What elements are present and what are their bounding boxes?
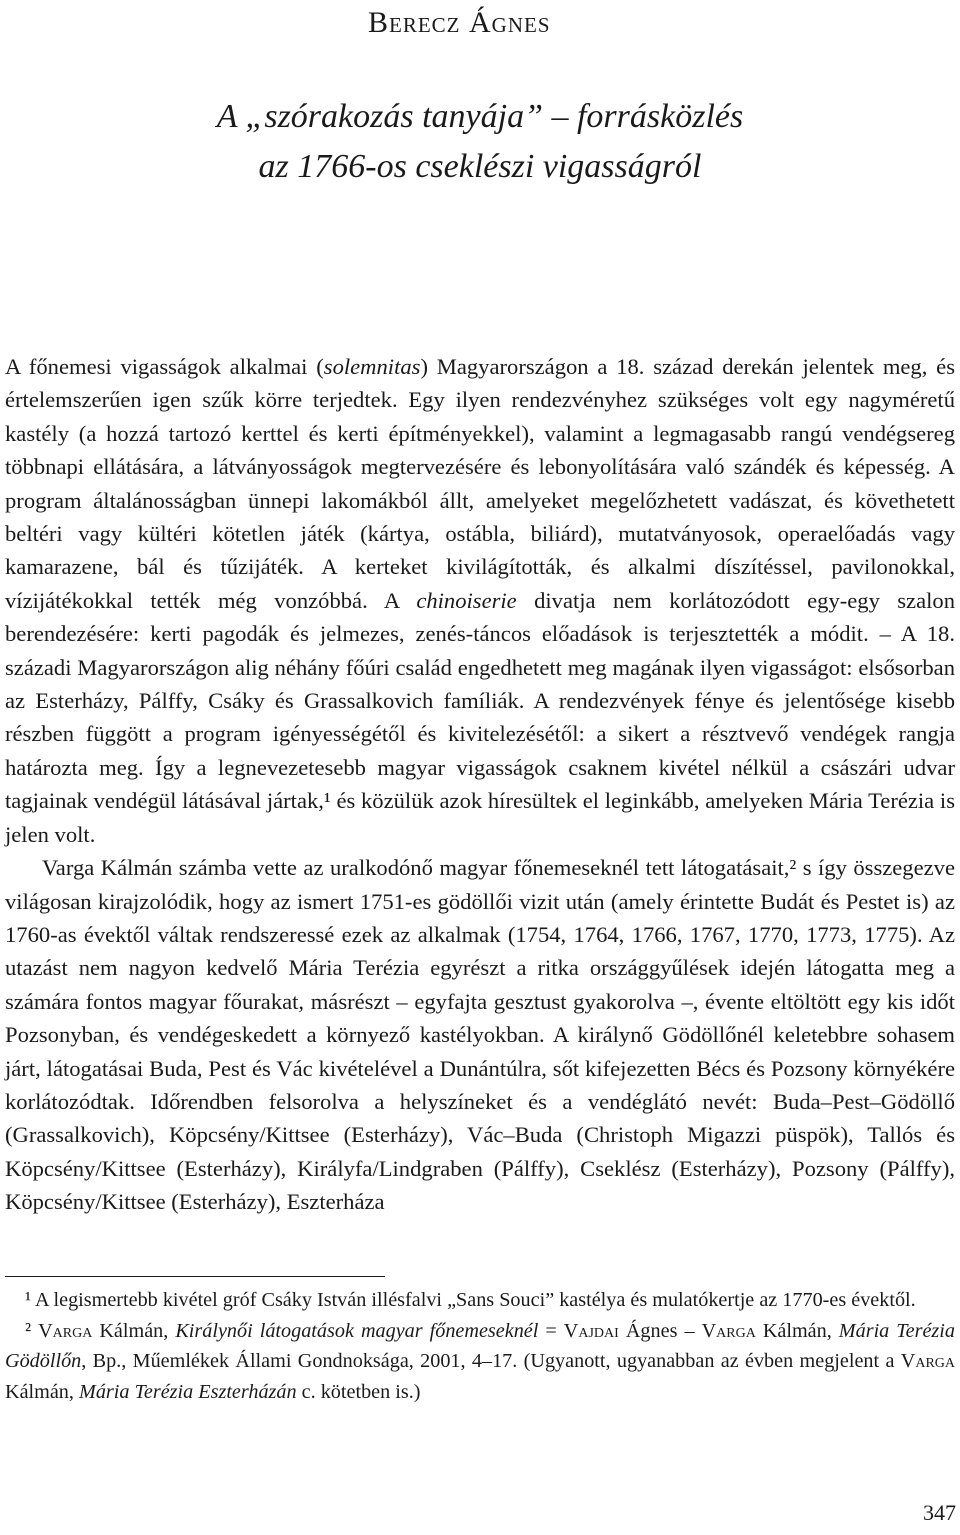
footnotes	[5, 1285, 955, 1407]
footnote-2-text-h: c. kötetben is.)	[296, 1380, 421, 1403]
editor-surname: Vajdai	[563, 1319, 619, 1342]
article-body	[5, 350, 955, 1219]
footnote-2-text-e: Kálmán,	[755, 1319, 839, 1342]
paragraph-2-text-a: Varga Kálmán számba vette az uralkodónő magyar főnemeseknél tett látogatásait,	[42, 855, 790, 881]
footnote-1-text: A legismertebb kivétel gróf Csáky István illésfalvi „Sans Souci” kastélya és mulatókertje az 1770-es évektől.	[31, 1289, 916, 1311]
author-name: Berecz Ágnes	[368, 6, 551, 39]
chinoiserie-term: chinoiserie	[416, 587, 517, 613]
footnote-2-number: ²	[25, 1319, 32, 1342]
paragraph-1-text-a: A főnemesi vigasságok alkalmai (	[5, 354, 324, 379]
title-line-1: A „szórakozás tanyája” – forrásközlés	[216, 98, 744, 135]
paragraph-2	[5, 851, 955, 1218]
footnote-2-text-f: , Bp., Műemlékek Állami Gondnoksága, 2001, 4–17. (Ugyanott, ugyanabban az évben megjelent a	[81, 1350, 901, 1372]
footnote-2-text-g: Kálmán,	[5, 1380, 79, 1403]
footnote-divider	[5, 1276, 385, 1277]
paragraph-1-text-b: ) Magyarországon a 18. század derekán jelentek meg, és értelemszerűen igen szűk körre terjedtek. Egy ilyen rendezvényhez szükséges volt egy nagyméretű kastély (a hozzá tartozó kerttel és kerti építményekkel), valamint a legmagasabb rangú vendégsereg többnapi ellátására, a látványosságok megtervezésére és lebonyolítására való szándék és képesség. A program általánosságban ünnepi lakomákból állt, amelyeket megelőzhetett vadászat, és követhetett beltéri vagy kültéri kötetlen játék (kártya, ostábla, biliárd), mutatványosok, operaelőadás vagy kamarazene, bál és tűzijáték. A kerteket kivilágították, és alkalmi díszítéssel, pavilonokkal, vízijátékokkal tették még vonzóbbá. A	[5, 354, 955, 613]
footnote-2-text-b: Kálmán,	[92, 1319, 176, 1342]
author-surname: Varga	[900, 1350, 955, 1372]
footnote-1	[5, 1285, 955, 1316]
cited-title: Mária Terézia Eszterházán	[79, 1380, 297, 1403]
paragraph-1-text-d: és közülük azok híresültek el leginkább, amelyeken Mária Terézia is jelen volt.	[5, 788, 956, 847]
cited-title: Mária Terézia Gödöllőn	[5, 1319, 955, 1372]
page-number: 347	[923, 1500, 956, 1525]
footnote-ref-2[interactable]: ²	[789, 855, 797, 881]
author-surname: Varga	[701, 1319, 756, 1342]
paragraph-1-text-c: divatja nem korlátozódott egy-egy szalon berendezésére: kerti pagodák és jelmezes, zenés-táncos előadások is terjesztették a módit. – A 18. századi Magyarországon alig néhány főúri család engedhetett meg magának ilyen vigasságot: elsősorban az Esterházy, Pálffy, Csáky és Grassalkovich famíliák. A rendezvények fénye és jelentősége kisebb részben függött a program igényességétől és kivitelezésétől: a sikert a résztvevő vendégek rangja határozta meg. Így a legnevezetesebb magyar vigasságok csaknem kivétel nélkül a császári udvar tagjainak vendégül látásával jártak,	[5, 587, 955, 814]
footnote-2-text-c: =	[538, 1319, 564, 1342]
cited-title: Királynői látogatások magyar főnemeseknél	[175, 1319, 539, 1342]
footnote-ref-1[interactable]: ¹	[323, 788, 331, 814]
paragraph-1	[5, 350, 955, 851]
footnote-2-text-d: Ágnes –	[618, 1319, 702, 1342]
footnote-1-number: ¹	[25, 1289, 32, 1311]
author-surname: Varga	[38, 1319, 93, 1342]
paragraph-2-text-b: s így összegezve világosan kirajzolódik, hogy az ismert 1751-es gödöllői vizit után (amely érintette Budát és Pestet is) az 1760-as évektől váltak rendszeressé ezek az alkalmak (1754, 1764, 1766, 1767, 1770, 1773, 1775). Az utazást nem nagyon kedvelő Mária Terézia egyrészt a ritka országgyűlések idején látogatta meg a számára fontos magyar főurakat, másrészt – egyfajta gesztust gyakorolva –, évente eltöltött egy kis időt Pozsonyban, és vendégeskedett a környező kastélyokban. A királynő Gödöllőnél keletebbre sohasem járt, látogatásai Buda, Pest és Vác kivételével a Dunántúlra, sőt kifejezetten Bécs és Pozsony környékére korlátozódtak. Időrendben felsorolva a helyszíneket és a vendéglátó nevét: Buda–Pest–Gödöllő (Grassalkovich), Köpcsény/Kittsee (Esterházy), Vác–Buda (Christoph Migazzi püspök), Tallós és Köpcsény/Kittsee (Esterházy), Királyfa/Lindgraben (Pálffy), Cseklész (Esterházy), Pozsony (Pálffy), Köpcsény/Kittsee (Esterházy), Eszterháza	[5, 855, 955, 1215]
title-line-2: az 1766-os cseklészi vigasságról	[258, 148, 702, 185]
solemnitas-term: solemnitas	[323, 354, 421, 379]
footnote-2	[5, 1316, 955, 1408]
article-title	[0, 92, 960, 192]
